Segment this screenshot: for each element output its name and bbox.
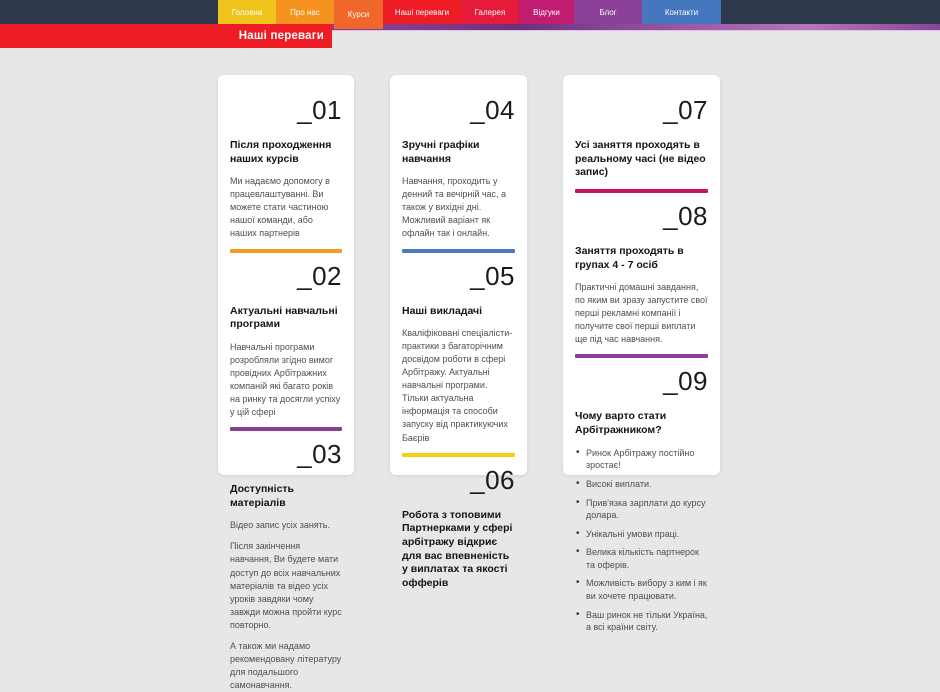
bullet-item: • Ринок Арбітражу постійно зростає!: [575, 447, 708, 472]
section-number: _09: [663, 366, 708, 397]
nav-item-label: Відгуки: [533, 7, 560, 17]
nav-item[interactable]: [334, 0, 383, 29]
section-paragraph: А також ми надамо рекомендовану літературу для подальшого самонавчання.: [230, 640, 342, 690]
section-divider: [575, 189, 708, 193]
advantage-section: [402, 260, 515, 457]
section-heading: Чому варто стати Арбітражником?: [575, 410, 667, 437]
section-divider: [230, 249, 342, 253]
nav-item-label: Курси: [347, 10, 370, 19]
bullet-item: • Прив'язка зарплати до курсу долара.: [575, 497, 708, 522]
section-number: _03: [297, 439, 342, 470]
advantage-section: [575, 97, 708, 193]
nav-item[interactable]: [276, 0, 334, 24]
nav-item[interactable]: [383, 0, 461, 24]
section-heading: Наші викладачі: [402, 304, 483, 317]
nav-item-label: Контакти: [664, 7, 699, 17]
section-paragraph: Навчальні програми розробляли згідно вимог провідних Арбітражних компаній які багато років на ринку та досягли успіху у цій сфері: [230, 341, 341, 418]
section-number: _07: [663, 95, 708, 125]
nav-item-label: Наші переваги: [394, 7, 450, 17]
section-number: _02: [297, 260, 342, 291]
bullet-item: • Високі виплати.: [575, 478, 708, 491]
page-title: Наші переваги: [238, 30, 324, 42]
section-paragraph: Практичні домашні завдання, по яким ви зразу запустите свої перші рекламні компанії і получите свої перші виплати ще під час навчання.: [575, 282, 708, 345]
top-navigation: [0, 0, 940, 24]
nav-items: [218, 0, 721, 29]
section-number: _08: [663, 200, 708, 231]
section-paragraph: Навчання, проходить у денний та вечірній час, а також у вихідні дні. Можливий варіант як офлайн так і онлайн.: [402, 176, 507, 239]
section-heading: Зручні графіки навчання: [402, 139, 480, 165]
advantage-section: [402, 97, 515, 253]
section-paragraph: Після закінчення навчання, Ви будете мати доступ до всіх навчальних матеріалів та відео усіх уроків завдяки чому завжди можна пройти курс повторно.: [230, 541, 342, 630]
section-divider: [402, 249, 515, 253]
section-paragraph: Кваліфіковані спеціалісти-практики з багаторічним досвідом роботи в сфері Арбітражу. Актуальні навчальні програми. Тільки актуальна інформація та способи запуску від практикуючих Баєрів: [402, 328, 513, 443]
section-heading: Після проходження наших курсів: [230, 139, 332, 165]
section-heading: Доступність матеріалів: [230, 483, 295, 509]
section-divider: [230, 427, 342, 431]
section-paragraph: Відео запис усіх занять.: [230, 520, 330, 531]
section-bullet-list: [575, 447, 708, 634]
bullet-item: • Можливість вибору з ким і як ви хочете працювати.: [575, 577, 708, 602]
nav-item[interactable]: [218, 0, 276, 24]
advantage-card: [563, 75, 720, 633]
nav-item[interactable]: [642, 0, 721, 24]
nav-item-label: Головна: [231, 7, 263, 17]
nav-item-label: Блог: [599, 7, 617, 17]
bullet-item: • Велика кількість партнерок та оферів.: [575, 546, 708, 571]
advantage-section: [402, 464, 515, 591]
advantage-section: [575, 200, 708, 359]
section-divider: [402, 453, 515, 457]
section-number: _01: [297, 95, 342, 125]
advantage-section: [230, 97, 342, 253]
section-heading: Актуальні навчальні програми: [230, 304, 338, 331]
nav-item[interactable]: [574, 0, 642, 24]
section-paragraph: Ми надаємо допомогу в працевлаштуванні. Ви можете стати частиною нашої команди, або наших партнерів: [230, 176, 330, 239]
section-heading: Заняття проходять в групах 4 - 7 осіб: [575, 244, 684, 271]
advantage-section: [230, 260, 342, 432]
nav-item-label: Галерея: [474, 7, 506, 17]
section-divider: [575, 354, 708, 358]
section-number: _06: [470, 464, 515, 495]
section-number: _05: [470, 260, 515, 291]
bullet-item: • Унікальні умови праці.: [575, 528, 708, 541]
nav-item-label: Про нас: [290, 7, 320, 17]
advantage-section: [230, 441, 342, 692]
nav-item[interactable]: [519, 0, 574, 24]
nav-item[interactable]: [461, 0, 519, 24]
advantage-card: [218, 75, 354, 690]
bullet-item: • Ваш ринок не тільки Україна, а всі країни світу.: [575, 609, 708, 634]
advantage-card: [390, 75, 527, 589]
section-number: _04: [470, 95, 515, 125]
section-heading: Робота з топовими Партнерками у сфері арбітражу відкриє для вас впевненість у виплатах та якості офферів: [402, 508, 513, 589]
section-heading: Усі заняття проходять в реальному часі (не відео запис): [575, 139, 706, 179]
advantage-section: [575, 368, 708, 633]
